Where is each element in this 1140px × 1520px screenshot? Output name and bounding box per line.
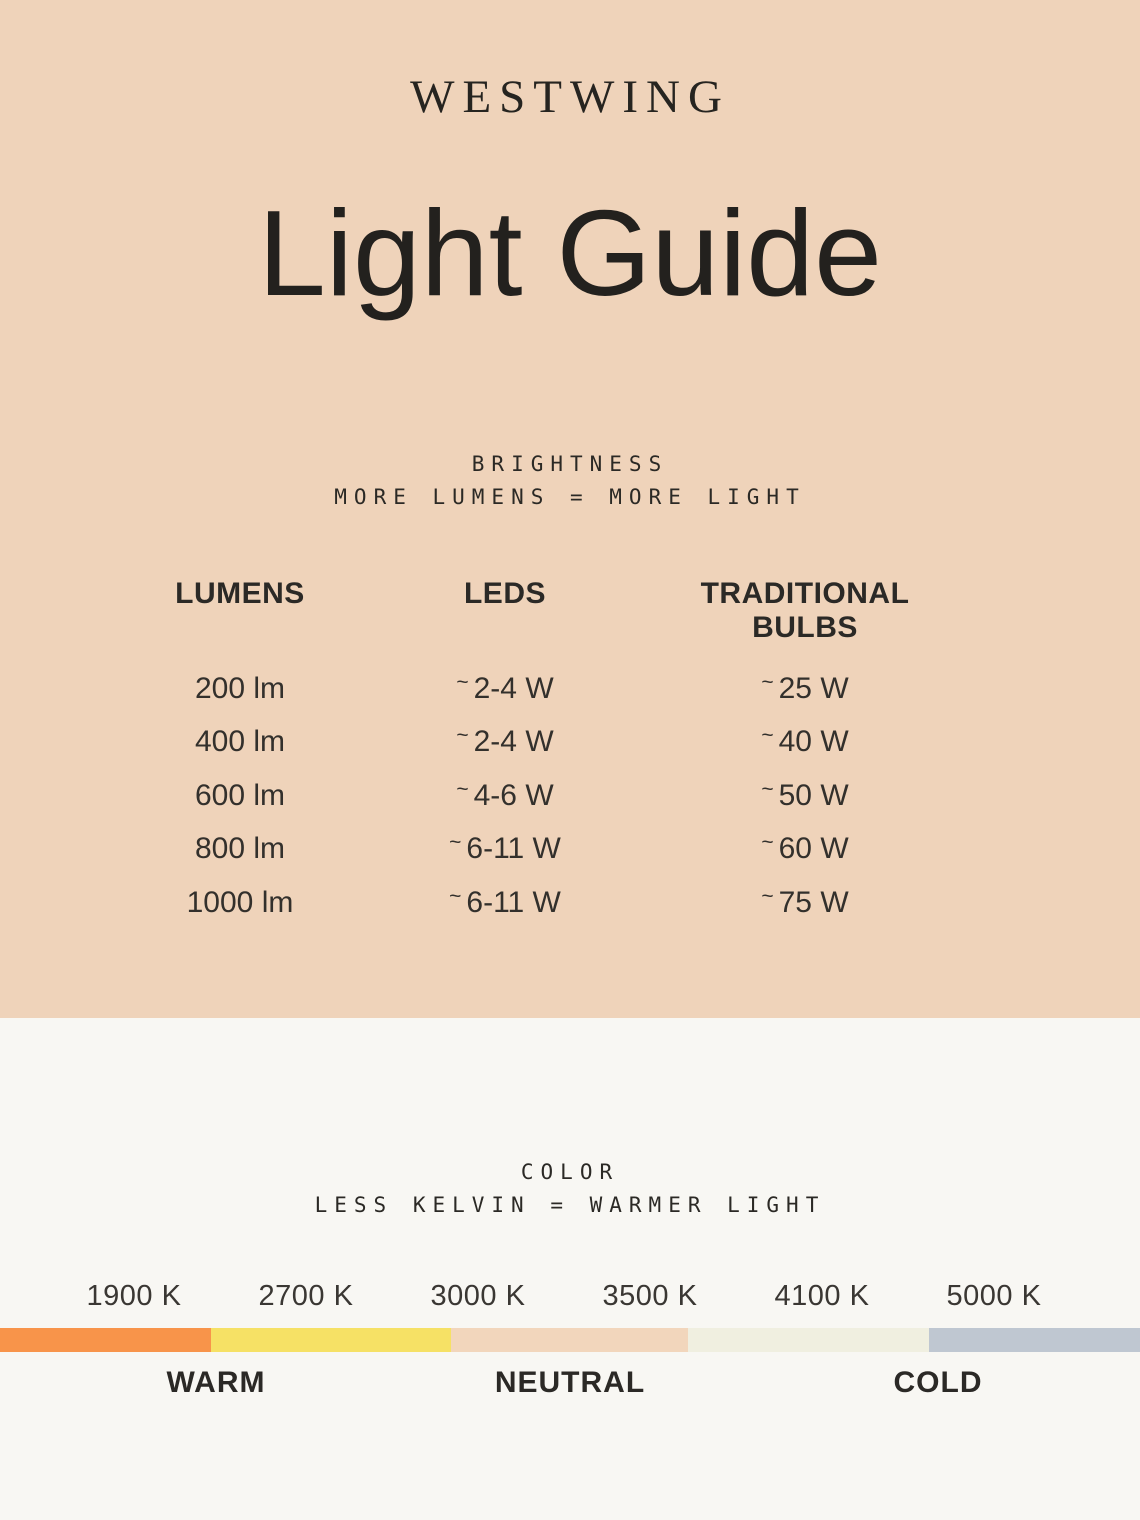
traditional-watts-value: ~ 40 W <box>761 724 849 759</box>
kelvin-label: 5000 K <box>946 1280 1042 1312</box>
column-header-lumens: LUMENS <box>175 577 305 610</box>
color-temperature-bar <box>0 1328 1140 1352</box>
kelvin-label: 1900 K <box>86 1280 182 1312</box>
brightness-heading: BRIGHTNESS <box>471 452 669 476</box>
lumens-value: 400 lm <box>194 725 286 759</box>
temperature-label-warm: WARM <box>166 1366 266 1399</box>
brightness-heading-block <box>0 448 1140 514</box>
lumens-comparison-table <box>120 577 960 930</box>
temperature-label-cold: COLD <box>893 1366 983 1399</box>
table-body <box>120 662 960 930</box>
kelvin-label: 2700 K <box>258 1280 354 1312</box>
led-watts-value: ~ 2-4 W <box>456 724 554 759</box>
traditional-watts-value: ~ 60 W <box>761 831 849 866</box>
approx-tilde: ~ <box>761 884 774 908</box>
bar-segment-yellow <box>211 1328 451 1352</box>
approx-tilde: ~ <box>761 831 774 855</box>
column-header-leds: LEDS <box>463 577 546 610</box>
color-heading-block <box>0 1156 1140 1222</box>
kelvin-label: 3500 K <box>602 1280 698 1312</box>
kelvin-scale-labels <box>0 1280 1140 1313</box>
table-row <box>120 823 960 877</box>
kelvin-label: 3000 K <box>430 1280 526 1312</box>
page-title: Light Guide <box>258 185 882 321</box>
approx-tilde: ~ <box>449 831 462 855</box>
traditional-watts-value: ~ 25 W <box>761 670 849 705</box>
approx-tilde: ~ <box>456 724 469 748</box>
color-subheading: LESS KELVIN = WARMER LIGHT <box>314 1193 826 1217</box>
brand-logo: WESTWING <box>410 71 730 123</box>
led-watts-value: ~ 6-11 W <box>449 884 561 919</box>
table-row <box>120 716 960 770</box>
kelvin-label: 4100 K <box>774 1280 870 1312</box>
column-header-traditional-bulbs: TRADITIONAL BULBS <box>700 577 910 644</box>
led-watts-value: ~ 2-4 W <box>456 670 554 705</box>
led-watts-value: ~ 4-6 W <box>456 777 554 812</box>
approx-tilde: ~ <box>456 670 469 694</box>
approx-tilde: ~ <box>761 724 774 748</box>
bar-segment-cool-gray <box>929 1328 1140 1352</box>
bar-segment-cream <box>688 1328 929 1352</box>
approx-tilde: ~ <box>761 777 774 801</box>
approx-tilde: ~ <box>761 670 774 694</box>
lumens-value: 1000 lm <box>186 885 294 919</box>
approx-tilde: ~ <box>456 777 469 801</box>
bar-segment-soft-peach <box>451 1328 688 1352</box>
brightness-subheading: MORE LUMENS = MORE LIGHT <box>334 485 806 509</box>
lumens-value: 200 lm <box>194 671 286 705</box>
traditional-watts-value: ~ 50 W <box>761 777 849 812</box>
color-heading: COLOR <box>520 1160 620 1184</box>
led-watts-value: ~ 6-11 W <box>449 831 561 866</box>
table-row <box>120 662 960 716</box>
table-row <box>120 876 960 930</box>
temperature-label-neutral: NEUTRAL <box>494 1366 646 1399</box>
table-header-row <box>120 577 960 645</box>
lumens-value: 600 lm <box>194 778 286 812</box>
traditional-watts-value: ~ 75 W <box>761 884 849 919</box>
lumens-value: 800 lm <box>194 832 286 866</box>
approx-tilde: ~ <box>449 884 462 908</box>
table-row <box>120 769 960 823</box>
bar-segment-warm-orange <box>0 1328 211 1352</box>
